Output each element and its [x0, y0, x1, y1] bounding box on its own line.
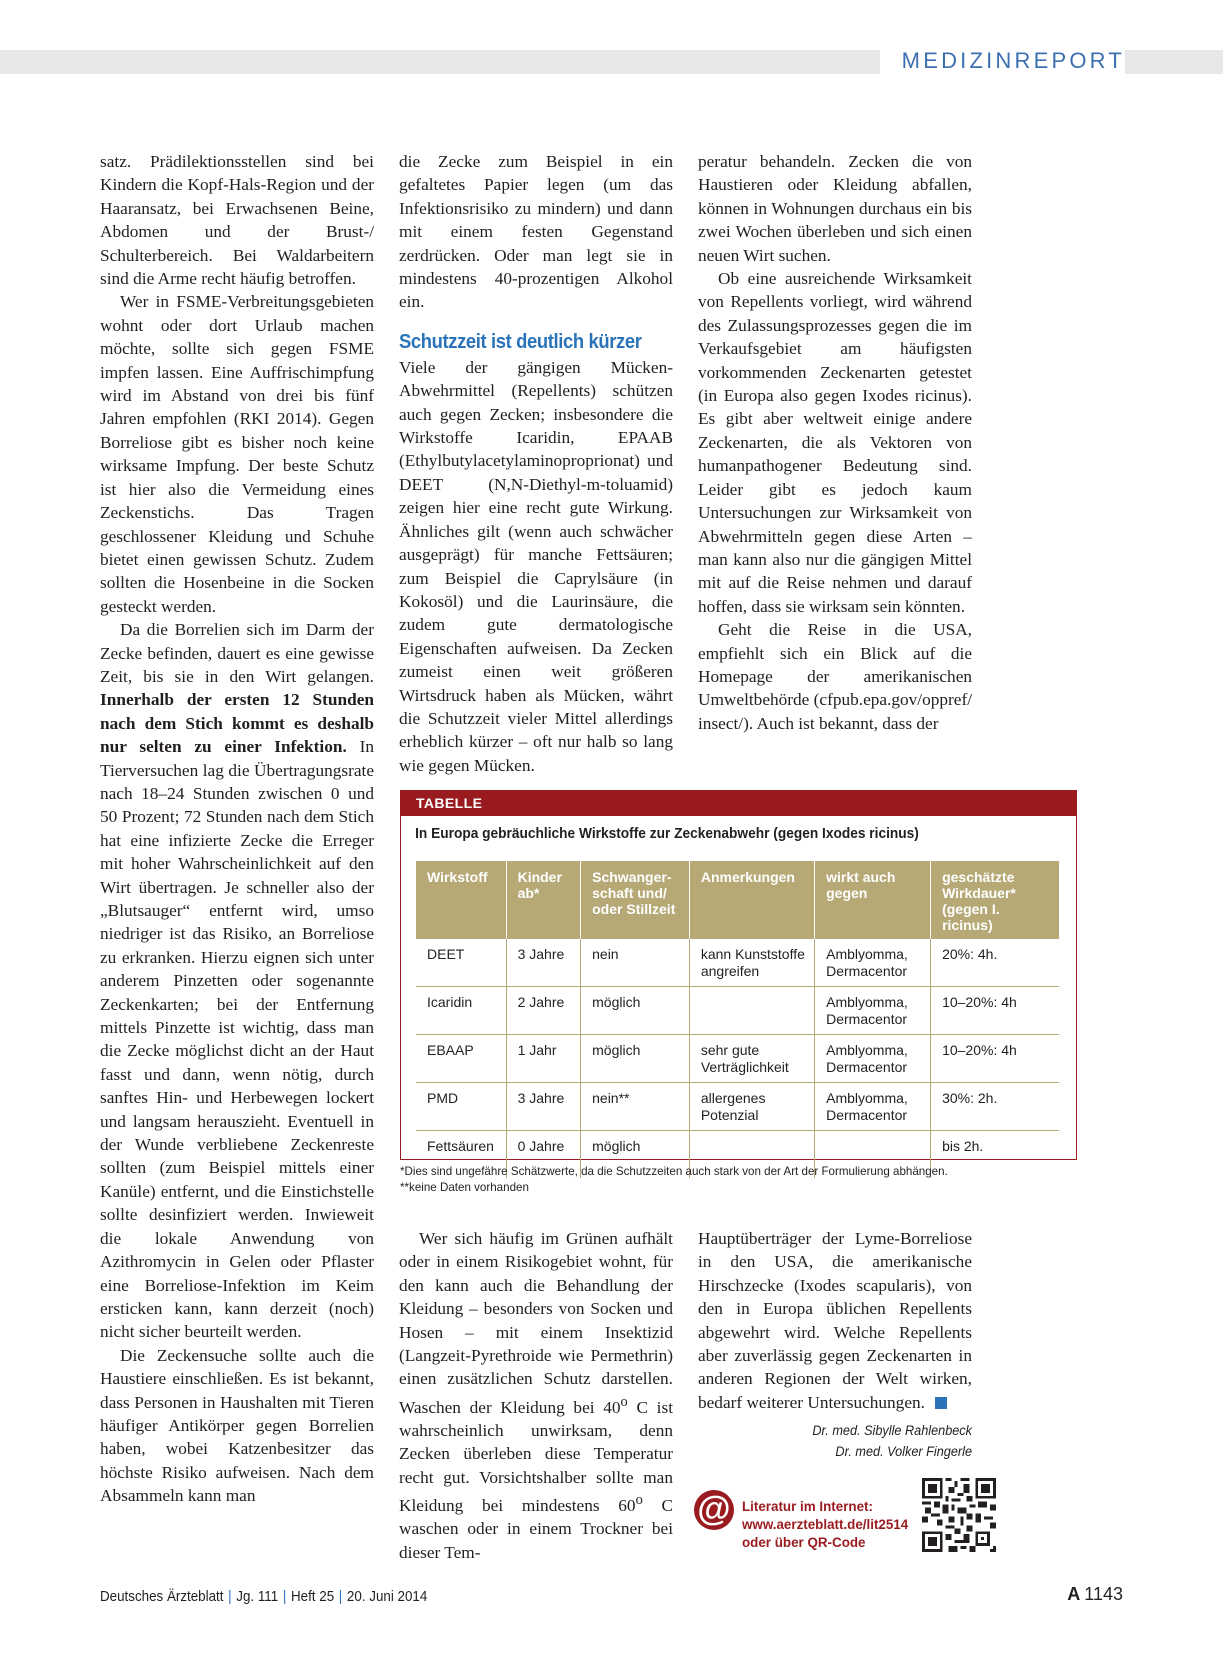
paragraph: Viele der gängigen Mücken-Abwehrmittel (Repellents) schützen auch gegen Zecken; insbesondere die Wirkstoffe Icaridin, EPAAB (Ethylbutylacetylaminoproprionat) und DEET (N,N-Diethyl-m-toluamid) zeigen hier eine recht gute Wirkung. Ähnliches gilt (wenn auch schwächer ausgeprägt) für manche Fettsäuren; zum Beispiel die Caprylsäure (in Kokosöl) und die Laurinsäure, die zudem gute dermatologische Eigenschaften aufweisen. Da Zecken zumeist einen weit größeren Wirtsdruck haben als Mücken, währt die Schutzzeit vieler Mittel allerdings erheblich kürzer – oft nur halb so lang wie gegen Mücken. — [399, 357, 673, 775]
column-header: wirkt auch gegen — [815, 861, 931, 939]
table-cell — [689, 987, 814, 1035]
table-cell: Amblyomma, Dermacentor — [815, 939, 931, 987]
table-caption: In Europa gebräuchliche Wirkstoffe zur Zeckenabwehr (gegen Ixodes ricinus) — [415, 826, 919, 842]
paragraph: Die Zeckensuche sollte auch die Haustiere einschließen. Es ist bekannt, dass Personen in Haushalten mit Tieren häufiger Antikörper gegen Borrelien haben, wobei Katzenbesitzer das höchste Risiko aufweisen. Nach dem Absammeln kann man — [100, 1345, 374, 1506]
page-number-value: 1143 — [1084, 1584, 1123, 1604]
table-cell: 10–20%: 4h — [931, 987, 1059, 1035]
text-run: C ist wahrscheinlich unwirksam, denn Zecken überleben diese Temperatur recht gut. Vorsichtshalber sollte man Kleidung bei mindestens 60 — [399, 1397, 673, 1515]
paragraph — [399, 1227, 673, 1564]
table-cell: nein** — [581, 1083, 690, 1131]
table-cell: 20%: 4h. — [931, 939, 1059, 987]
table-cell: möglich — [581, 1131, 690, 1179]
author: Dr. med. Volker Fingerle — [835, 1444, 972, 1460]
qr-code-icon[interactable] — [922, 1478, 996, 1552]
column-header: Kinder ab* — [506, 861, 581, 939]
issue: Heft 25 — [290, 1589, 335, 1605]
column-header: Anmerkungen — [689, 861, 814, 939]
table-cell: 10–20%: 4h — [931, 1035, 1059, 1083]
table-row — [416, 1035, 1059, 1083]
table-cell: sehr gute Verträglichkeit — [689, 1035, 814, 1083]
text-run: In Tierversuchen lag die Übertragungsrate nach 18–24 Stunden zwischen 0 und 50 Prozent; 72 Stunden nach dem Stich hat eine infizierte Zecke die Erreger mit hoher Wahrscheinlichkeit auf den Wirt übertragen. Je schneller also der „Blutsauger“ entfernt wird, umso niedriger ist das Risiko, an Borreliose zu erkranken. Hierzu eignen sich unter anderem Pinzetten oder sogenannte Zeckenkarten; bei der Entfernung mittels Pinzette ist wichtig, dass man die Zecke möglichst dicht an der Haut fasst und dann, wenn nötig, durch sanftes Hin- und Herbewegen lockert und langsam herauszieht. Eventuell in der Wunde verbliebene Zeckenreste sollten (zum Beispiel mittels einer Kanüle) entfernt, und die Einstichstelle sollte desinfiziert werden. Inwieweit die lokale Anwendung von Azithromycin in Gelen oder Pflaster eine Borreliose-Infektion im Keim ersticken kann, kann derzeit (noch) nicht sicher beurteilt werden. — [100, 737, 374, 1342]
paragraph: peratur behandeln. Zecken die von Haustieren oder Kleidung abfallen, können in Wohnungen durchaus ein bis zwei Wochen überleben und sich einen neuen Wirt suchen. — [698, 152, 972, 265]
table-cell: 0 Jahre — [506, 1131, 581, 1179]
table-cell: 3 Jahre — [506, 939, 581, 987]
table-row — [416, 939, 1059, 987]
literature-box — [694, 1478, 1004, 1558]
table-cell: bis 2h. — [942, 1138, 984, 1154]
table-cell: DEET — [416, 939, 506, 987]
page-number — [1067, 1584, 1123, 1605]
bold-emphasis: Innerhalb der ersten 12 Stunden nach dem Stich kommt es deshalb nur selten zu einer Infektion. — [100, 690, 374, 757]
footnote: *Dies sind ungefähre Schätzwerte, da die Schutzzeiten auch stark von der Art der Formulierung abhängen. — [400, 1165, 948, 1178]
column-header: geschätzte Wirkdauer* (gegen I. ricinus) — [931, 861, 1059, 939]
table-cell: Amblyomma, Dermacentor — [815, 1083, 931, 1131]
table-grid — [416, 861, 1059, 1178]
table-cell: nein — [581, 939, 690, 987]
table-cell: Amblyomma, Dermacentor — [815, 987, 931, 1035]
table-cell: Amblyomma, Dermacentor — [815, 1035, 931, 1083]
table-cell: PMD — [416, 1083, 506, 1131]
page-prefix: A — [1067, 1584, 1081, 1604]
literature-text — [742, 1498, 908, 1552]
literature-line: Literatur im Internet: — [742, 1499, 873, 1514]
authors — [714, 1420, 972, 1462]
column-header: Schwanger-schaft und/ oder Stillzeit — [581, 861, 690, 939]
text-column-2 — [399, 150, 673, 777]
journal-name: Deutsches Ärzteblatt — [100, 1589, 224, 1605]
paragraph — [698, 1227, 972, 1414]
author: Dr. med. Sibylle Rahlenbeck — [812, 1423, 972, 1439]
repellent-table — [400, 790, 1077, 1160]
separator: | — [338, 1589, 343, 1605]
text-column-3 — [698, 150, 972, 735]
paragraph: die Zecke zum Beispiel in ein gefaltetes Papier legen (um das Infektionsrisiko zu mindern) und dann mit einem festen Gegenstand zerdrücken. Oder man legt sie in mindestens 40-prozentigen Alkohol ein. — [399, 152, 673, 312]
text-run: Wer sich häufig im Grünen aufhält oder in einem Risikogebiet wohnt, für den kann auch die Behandlung der Kleidung – besonders von Socken und Hosen – mit einem Insektizid (Langzeit-Pyrethroide wie Permethrin) einen zusätzlichen Schutz darstellen. Waschen der Kleidung bei 40 — [399, 1229, 673, 1417]
paragraph: satz. Prädilektionsstellen sind bei Kindern die Kopf-Hals-Region und der Haaransatz, bei Erwachsenen Beine, Abdomen und der Brust-/ Schulterbereich. Bei Waldarbeitern sind die Arme recht häufig betroffen. — [100, 152, 374, 289]
table-row — [416, 1083, 1059, 1131]
text-column-3-bottom — [698, 1227, 972, 1462]
table-cell: EBAAP — [416, 1035, 506, 1083]
table-cell: kann Kunststoffe angreifen — [689, 939, 814, 987]
separator: | — [228, 1589, 232, 1605]
page-footer — [100, 1589, 427, 1605]
table-cell: möglich — [581, 987, 690, 1035]
paragraph: Wer in FSME-Verbreitungsgebieten wohnt oder dort Urlaub machen möchte, sollte sich gegen FSME impfen lassen. Eine Auffrischimpfung wird im Abstand von drei bis fünf Jahren empfohlen (RKI 2014). Gegen Borreliose gibt es bisher noch keine wirksame Impfung. Der beste Schutz ist hier also die Vermeidung eines Zeckenstichs. Das Tragen geschlossener Kleidung und Schuhe bietet einen gewissen Schutz. Zudem sollten die Hosenbeine in die Socken gesteckt werden. — [100, 292, 374, 616]
text-run: Hauptüberträger der Lyme-Borreliose in den USA, die amerikanische Hirschzecke (Ixodes scapularis), von den in Europa üblichen Repellents abgewehrt wird. Welche Repellents aber zuverlässig gegen Zeckenarten in anderen Regionen der Welt wirken, bedarf weiterer Untersuchungen. — [698, 1229, 972, 1412]
text-column-1 — [100, 150, 374, 1508]
table-header-row — [416, 861, 1059, 939]
table-cell: 1 Jahr — [506, 1035, 581, 1083]
table-footnotes — [400, 1164, 1080, 1196]
volume: Jg. 111 — [236, 1589, 279, 1605]
issue-date: 20. Juni 2014 — [346, 1589, 428, 1605]
paragraph: Ob eine ausreichende Wirksamkeit von Repellents vorliegt, wird während des Zulassungsprozesses gegen die im Verkaufsgebiet am häufigsten vorkommenden Zeckenarten getestet (in Europa also gegen Ixodes ricinus). Es gibt aber weltweit einige andere Zeckenarten, die als Vektoren von humanpathogener Bedeutung sind. Leider gibt es jedoch kaum Untersuchungen zur Wirksamkeit von Abwehrmitteln gegen diese Arten – man kann also nur die gängigen Mittel mit auf die Reise nehmen und darauf hoffen, dass sie wirksam sein könnten. — [698, 269, 972, 616]
degree-sign: o — [620, 1393, 628, 1410]
text-run: C waschen oder in einem Trockner bei dieser Tem- — [399, 1496, 673, 1562]
degree-sign: o — [635, 1492, 643, 1509]
literature-link[interactable]: www.aerzteblatt.de/lit2514 — [742, 1517, 909, 1532]
text-run: Da die Borrelien sich im Darm der Zecke befinden, dauert es eine gewisse Zeit, bis sie in den Wirt gelangen. — [100, 620, 374, 686]
column-header: Wirkstoff — [416, 861, 506, 939]
subheading: Schutzzeit ist deutlich kürzer — [399, 330, 642, 353]
paragraph: Geht die Reise in die USA, empfiehlt sich ein Blick auf die Homepage der amerikanischen Umweltbehörde (cfpub.epa.gov/oppref/ insect/). Auch ist bekannt, dass der — [698, 620, 973, 733]
end-mark-icon — [935, 1397, 947, 1409]
table-label: TABELLE — [401, 791, 1076, 816]
section-label: MEDIZINREPORT — [880, 46, 1125, 76]
table-cell: Icaridin — [416, 987, 506, 1035]
table-cell: 3 Jahre — [506, 1083, 581, 1131]
at-sign-icon: @ — [694, 1490, 734, 1530]
table-cell: 2 Jahre — [506, 987, 581, 1035]
separator: | — [282, 1589, 287, 1605]
table-cell: allergenes Potenzial — [689, 1083, 814, 1131]
literature-line: oder über QR-Code — [742, 1535, 866, 1550]
table-cell: 30%: 2h. — [931, 1083, 1059, 1131]
footnote: **keine Daten vorhanden — [400, 1181, 529, 1194]
table-cell: möglich — [581, 1035, 690, 1083]
table-cell: Fettsäuren — [416, 1131, 506, 1179]
paragraph — [100, 618, 374, 1344]
table-row — [416, 987, 1059, 1035]
text-column-2-bottom — [399, 1227, 673, 1564]
